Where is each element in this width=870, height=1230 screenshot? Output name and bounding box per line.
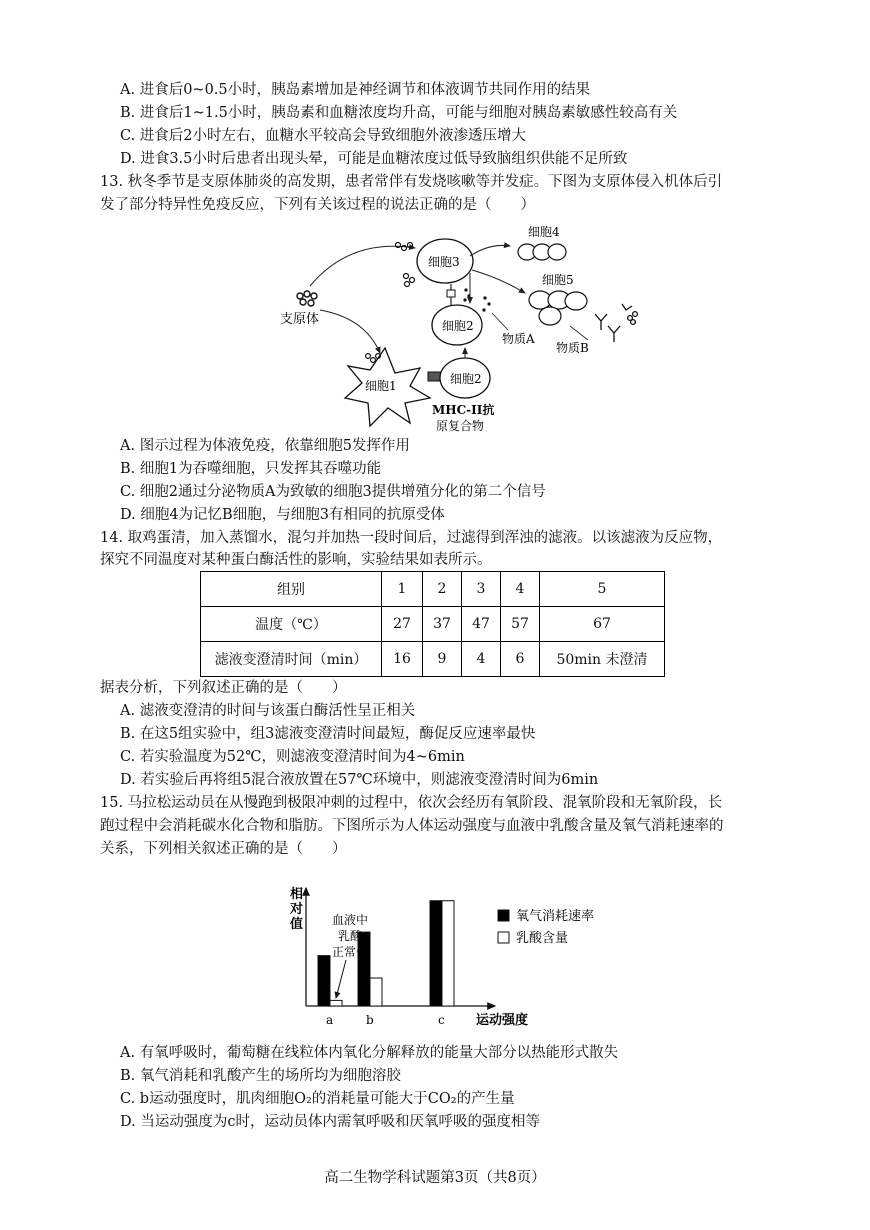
x-axis-label: 运动强度: [476, 1013, 529, 1028]
cell3-label: 细胞3: [428, 255, 460, 269]
q13-option-a: A. 图示过程为体液免疫，依靠细胞5发挥作用: [120, 438, 410, 454]
table-cell: 5: [540, 572, 665, 607]
q12-option-d: D. 进食3.5小时后患者出现头晕，可能是血糖浓度过低导致脑组织供能不足所致: [120, 151, 628, 167]
table-cell: 4: [462, 642, 501, 677]
experiment-table: [200, 571, 665, 677]
legend-swatch: [498, 910, 509, 921]
table-header-time: 滤液变澄清时间（min）: [201, 642, 382, 677]
q14-after-table: 据表分析，下列叙述正确的是（ ）: [100, 680, 347, 696]
table-cell: 57: [501, 607, 540, 642]
table-cell: 37: [423, 607, 462, 642]
q15-stem-line2: 跑过程中会消耗碳水化合物和脂肪。下图所示为人体运动强度与血液中乳酸含量及氧气消耗速率的: [100, 818, 724, 834]
q12-option-a: A. 进食后0~0.5小时，胰岛素增加是神经调节和体液调节共同作用的结果: [120, 82, 591, 98]
cell1-label: 细胞1: [365, 379, 397, 393]
mycoplasma-label: 支原体: [280, 312, 320, 327]
q14-option-d: D. 若实验后再将组5混合液放置在57℃环境中，则滤液变澄清时间为6min: [120, 772, 599, 788]
bar-a-series1: [318, 956, 330, 1006]
substance-b-label: 物质B: [556, 341, 589, 355]
q14-option-c: C. 若实验温度为52℃，则滤液变澄清时间为4~6min: [120, 749, 465, 765]
q13-option-b: B. 细胞1为吞噬细胞，只发挥其吞噬功能: [120, 461, 382, 477]
substance-a-label: 物质A: [502, 332, 535, 346]
immune-diagram: [270, 218, 670, 438]
mhc-label-line1: MHC-II抗: [432, 403, 495, 417]
q13-option-c: C. 细胞2通过分泌物质A为致敏的细胞3提供增殖分化的第二个信号: [120, 484, 546, 500]
table-cell: 4: [501, 572, 540, 607]
table-cell: 27: [382, 607, 423, 642]
legend-swatch: [498, 932, 509, 943]
q15-stem-line1: 15. 马拉松运动员在从慢跑到极限冲刺的过程中，依次会经历有氧阶段、混氧阶段和无氧阶段，长: [100, 795, 723, 811]
q14-option-b: B. 在这5组实验中，组3滤液变澄清时间最短，酶促反应速率最快: [120, 726, 536, 742]
x-tick-label: c: [438, 1013, 445, 1027]
q14-option-a: A. 滤液变澄清的时间与该蛋白酶活性呈正相关: [120, 703, 416, 719]
q12-option-b: B. 进食后1~1.5小时，胰岛素和血糖浓度均升高，可能与细胞对胰岛素敏感性较高有关: [120, 105, 678, 121]
table-row: [201, 642, 665, 677]
table-cell: 47: [462, 607, 501, 642]
q14-stem-line1: 14. 取鸡蛋清，加入蒸馏水，混匀并加热一段时间后，过滤得到浑浊的滤液。以该滤液为反应物，: [100, 530, 723, 546]
q14-stem-line2: 探究不同温度对某种蛋白酶活性的影响，实验结果如表所示。: [100, 552, 492, 568]
bar-c-series1: [430, 901, 442, 1006]
table-header-group: 组别: [201, 572, 382, 607]
cell4-shape: [518, 244, 566, 260]
annotation-arrow: [336, 960, 346, 998]
cell2-bottom-label: 细胞2: [450, 372, 482, 386]
table-cell: 9: [423, 642, 462, 677]
table-cell: 67: [540, 607, 665, 642]
table-cell: 2: [423, 572, 462, 607]
antibody-icon: [595, 304, 637, 342]
bar-c-series2: [442, 901, 454, 1006]
q15-option-d: D. 当运动强度为c时，运动员体内需氧呼吸和厌氧呼吸的强度相等: [120, 1114, 540, 1130]
exercise-bar-chart: [280, 880, 620, 1030]
cell4-label: 细胞4: [528, 225, 560, 239]
table-cell: 1: [382, 572, 423, 607]
x-tick-label: b: [366, 1013, 374, 1027]
table-cell: 6: [501, 642, 540, 677]
annotation-line3: 正常值: [332, 945, 369, 959]
table-row: [201, 572, 665, 607]
cell5-label: 细胞5: [542, 273, 574, 287]
annotation-line2: 乳酸: [338, 929, 363, 943]
table-cell: 16: [382, 642, 423, 677]
legend-label: 氧气消耗速率: [516, 909, 595, 924]
table-cell: 3: [462, 572, 501, 607]
bar-a-series2: [330, 1000, 342, 1006]
q15-option-c: C. b运动强度时，肌肉细胞O₂的消耗量可能大于CO₂的产生量: [120, 1091, 515, 1107]
q15-stem-line3: 关系，下列相关叙述正确的是（ ）: [100, 841, 347, 857]
legend-label: 乳酸含量: [516, 931, 569, 946]
page-footer: 高二生物学科试题第3页（共8页）: [324, 1170, 546, 1186]
cell2-top-label: 细胞2: [442, 319, 474, 333]
table-row: [201, 607, 665, 642]
bar-b-series1: [358, 932, 370, 1006]
mhc-label-line2: 原复合物: [436, 419, 485, 433]
cell5-shape: [529, 291, 587, 325]
table-header-temperature: 温度（℃）: [201, 607, 382, 642]
q13-stem-line2: 发了部分特异性免疫反应，下列有关该过程的说法正确的是（ ）: [100, 197, 535, 213]
q13-stem-line1: 13. 秋冬季节是支原体肺炎的高发期，患者常伴有发烧咳嗽等并发症。下图为支原体侵入机体后引: [100, 174, 723, 190]
q12-option-c: C. 进食后2小时左右，血糖水平较高会导致细胞外液渗透压增大: [120, 128, 527, 144]
x-tick-label: a: [326, 1013, 334, 1027]
mycoplasma-icon: [297, 291, 317, 306]
q13-option-d: D. 细胞4为记忆B细胞，与细胞3有相同的抗原受体: [120, 507, 445, 523]
annotation-line1: 血液中: [332, 913, 369, 927]
table-cell: 50min 未澄清: [540, 642, 665, 677]
y-axis-label: 相对值: [290, 887, 304, 932]
q15-option-a: A. 有氧呼吸时，葡萄糖在线粒体内氧化分解释放的能量大部分以热能形式散失: [120, 1045, 619, 1061]
q15-option-b: B. 氧气消耗和乳酸产生的场所均为细胞溶胶: [120, 1068, 401, 1084]
bar-b-series2: [370, 978, 382, 1006]
